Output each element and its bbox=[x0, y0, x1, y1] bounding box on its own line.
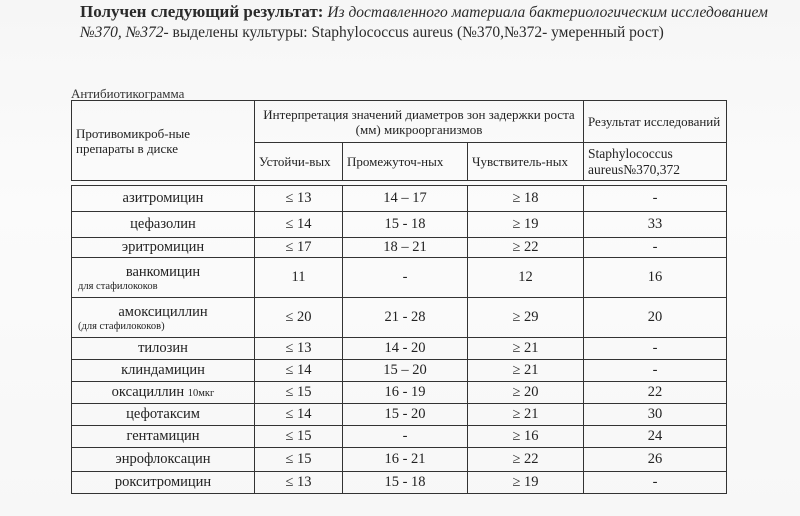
table-row bbox=[72, 338, 727, 360]
drug-name-cell bbox=[72, 298, 255, 338]
sensitive-cell: ≥ 19 bbox=[468, 212, 584, 238]
drug-name-cell bbox=[72, 258, 255, 298]
resistant-cell: ≤ 14 bbox=[255, 360, 343, 382]
result-cell: - bbox=[584, 472, 727, 494]
result-cell: 33 bbox=[584, 212, 727, 238]
result-cell: - bbox=[584, 186, 727, 212]
table-row bbox=[72, 258, 727, 298]
sensitive-cell: 12 bbox=[468, 258, 584, 298]
table-row bbox=[72, 186, 727, 212]
table-row bbox=[72, 382, 727, 404]
result-cell: 20 bbox=[584, 298, 727, 338]
result-cell: 26 bbox=[584, 448, 727, 472]
drug-name-cell bbox=[72, 472, 255, 494]
table-row bbox=[72, 404, 727, 426]
table-body bbox=[72, 186, 727, 494]
resistant-cell: ≤ 20 bbox=[255, 298, 343, 338]
intermediate-cell: 14 - 20 bbox=[343, 338, 468, 360]
sensitive-cell: ≥ 18 bbox=[468, 186, 584, 212]
intermediate-cell: 15 - 18 bbox=[343, 472, 468, 494]
table-row bbox=[72, 426, 727, 448]
drug-name: энрофлоксацин bbox=[115, 451, 211, 467]
header-resistant: Устойчи-вых bbox=[255, 143, 343, 181]
resistant-cell: ≤ 17 bbox=[255, 238, 343, 258]
sensitive-cell: ≥ 21 bbox=[468, 360, 584, 382]
intermediate-cell: 15 – 20 bbox=[343, 360, 468, 382]
table-row bbox=[72, 472, 727, 494]
result-cell: - bbox=[584, 238, 727, 258]
antibiogram-table bbox=[71, 100, 727, 494]
table-caption: Антибиотикограмма bbox=[71, 86, 185, 101]
drug-note: 10мкг bbox=[187, 388, 215, 399]
sensitive-cell: ≥ 29 bbox=[468, 298, 584, 338]
header-result: Результат исследований bbox=[584, 101, 727, 143]
drug-name-cell bbox=[72, 404, 255, 426]
drug-note: для стафилококов bbox=[78, 280, 158, 292]
resistant-cell: ≤ 13 bbox=[255, 338, 343, 360]
sensitive-cell: ≥ 21 bbox=[468, 404, 584, 426]
table-row bbox=[72, 360, 727, 382]
header-regular-text: выделены культуры: Staphylococcus aureus (№370,№372- умеренный рост) bbox=[172, 24, 664, 41]
intermediate-cell: 15 - 18 bbox=[343, 212, 468, 238]
resistant-cell: ≤ 15 bbox=[255, 382, 343, 404]
drug-name-cell bbox=[72, 338, 255, 360]
drug-name: тилозин bbox=[138, 340, 188, 356]
drug-name: азитромицин bbox=[122, 190, 204, 206]
result-cell: 16 bbox=[584, 258, 727, 298]
drug-name: амоксициллин bbox=[118, 303, 208, 320]
sensitive-cell: ≥ 16 bbox=[468, 426, 584, 448]
resistant-cell: ≤ 15 bbox=[255, 448, 343, 472]
intermediate-cell: - bbox=[343, 258, 468, 298]
drug-name: рокситромицин bbox=[114, 474, 212, 490]
table-row bbox=[72, 298, 727, 338]
drug-name: эритромицин bbox=[121, 239, 205, 255]
drug-name-cell bbox=[72, 448, 255, 472]
result-cell: 22 bbox=[584, 382, 727, 404]
drug-name: клиндамицин bbox=[121, 362, 205, 378]
header-drug: Противомикроб-ные препараты в диске bbox=[72, 101, 255, 181]
result-cell: - bbox=[584, 360, 727, 382]
drug-name-cell bbox=[72, 382, 255, 404]
resistant-cell: ≤ 13 bbox=[255, 472, 343, 494]
resistant-cell: ≤ 15 bbox=[255, 426, 343, 448]
intermediate-cell: 14 – 17 bbox=[343, 186, 468, 212]
intermediate-cell: 15 - 20 bbox=[343, 404, 468, 426]
header-intermediate: Промежуточ-ных bbox=[343, 143, 468, 181]
drug-note: (для стафилококов) bbox=[78, 320, 165, 332]
intermediate-cell: 21 - 28 bbox=[343, 298, 468, 338]
result-cell: 30 bbox=[584, 404, 727, 426]
drug-name: оксациллин bbox=[111, 384, 185, 400]
sensitive-cell: ≥ 21 bbox=[468, 338, 584, 360]
table-row bbox=[72, 212, 727, 238]
sensitive-cell: ≥ 20 bbox=[468, 382, 584, 404]
header-result-organism: Staphylococcus aureus№370,372 bbox=[584, 143, 727, 181]
header-lead: Получен следующий результат: bbox=[80, 2, 324, 21]
resistant-cell: ≤ 14 bbox=[255, 212, 343, 238]
drug-name-cell bbox=[72, 426, 255, 448]
drug-name-cell bbox=[72, 212, 255, 238]
table-row bbox=[72, 448, 727, 472]
intermediate-cell: 18 – 21 bbox=[343, 238, 468, 258]
header-interpretation: Интерпретация значений диаметров зон задержки роста (мм) микроорганизмов bbox=[255, 101, 584, 143]
drug-name: гентамицин bbox=[126, 428, 200, 444]
resistant-cell: 11 bbox=[255, 258, 343, 298]
drug-name: цефазолин bbox=[130, 216, 196, 232]
result-cell: 24 bbox=[584, 426, 727, 448]
intermediate-cell: 16 - 21 bbox=[343, 448, 468, 472]
table-row bbox=[72, 238, 727, 258]
intermediate-cell: - bbox=[343, 426, 468, 448]
sensitive-cell: ≥ 22 bbox=[468, 448, 584, 472]
resistant-cell: ≤ 13 bbox=[255, 186, 343, 212]
sensitive-cell: ≥ 22 bbox=[468, 238, 584, 258]
resistant-cell: ≤ 14 bbox=[255, 404, 343, 426]
header-sensitive: Чувствитель-ных bbox=[468, 143, 584, 181]
drug-name-cell bbox=[72, 238, 255, 258]
result-cell: - bbox=[584, 338, 727, 360]
drug-name-cell bbox=[72, 360, 255, 382]
drug-name: цефотаксим bbox=[126, 406, 200, 422]
result-header bbox=[80, 2, 770, 43]
header-italic-text: Из доставленного материала бактериологическим исследованием №370, №372- bbox=[80, 4, 768, 41]
sensitive-cell: ≥ 19 bbox=[468, 472, 584, 494]
drug-name: ванкомицин bbox=[125, 263, 201, 280]
drug-name-cell bbox=[72, 186, 255, 212]
intermediate-cell: 16 - 19 bbox=[343, 382, 468, 404]
